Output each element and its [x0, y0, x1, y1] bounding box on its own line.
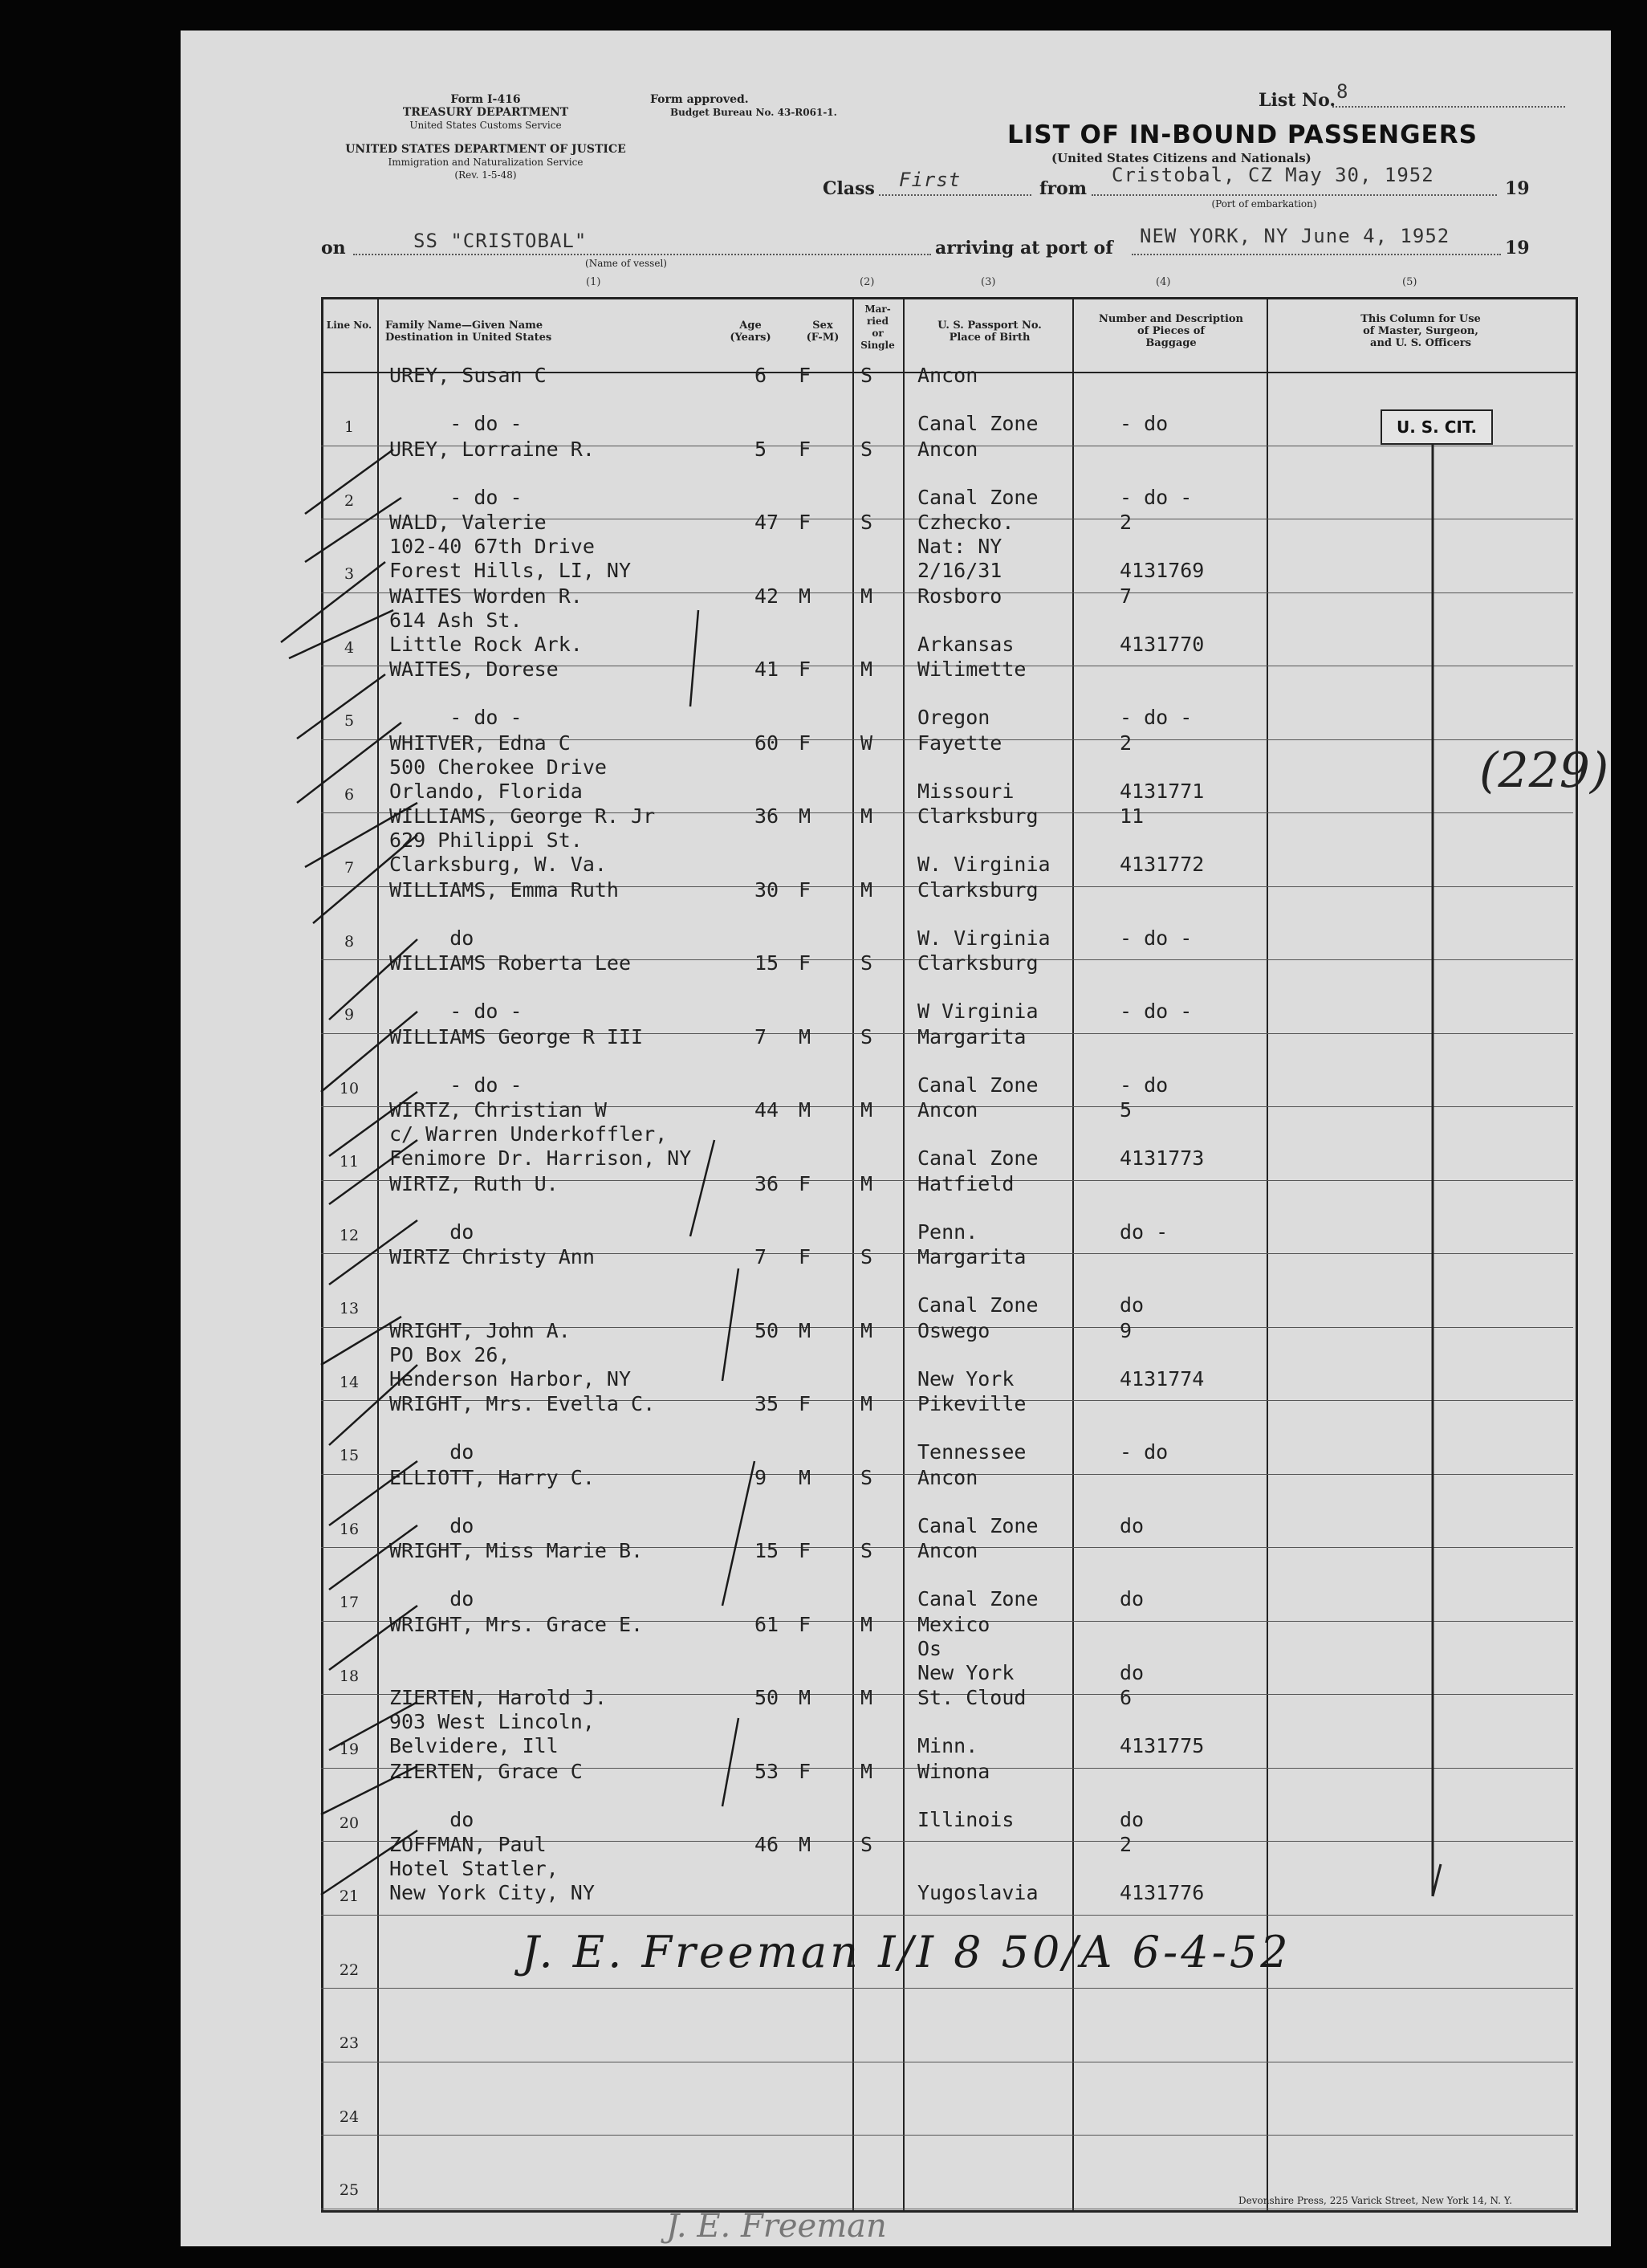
cell-name: WILLIAMS Roberta Lee - do -	[389, 951, 632, 1023]
cell-bag: - do -	[1120, 926, 1193, 950]
cell-sex: F	[799, 1539, 811, 1562]
cell-ms: S	[860, 1245, 873, 1268]
cell-age: 60	[754, 731, 779, 755]
cell-bag: do -	[1120, 1220, 1169, 1244]
cell-ms: M	[860, 877, 873, 902]
line-number: 5	[344, 712, 355, 730]
cell-name: WILLIAMS, George R. Jr 629 Philippi St. Clarksburg, W. Va.	[389, 804, 656, 876]
cell-ms: M	[860, 1759, 873, 1783]
cell-birth: Wilimette Oregon	[917, 658, 1027, 729]
line-number: 6	[344, 785, 355, 804]
vessel-name: SS "CRISTOBAL"	[413, 230, 588, 252]
cell-name: ELLIOTT, Harry C. do	[389, 1465, 595, 1537]
cell-sex: F	[799, 1612, 811, 1636]
cell-ms: M	[860, 584, 873, 608]
cell-name: WIRTZ, Ruth U. do	[389, 1171, 559, 1244]
col-header-age: Age (Years)	[730, 320, 771, 344]
line-number: 20	[339, 1814, 360, 1832]
cell-name: WRIGHT, Mrs. Grace E.	[389, 1612, 644, 1636]
cell-ms: M	[860, 1392, 873, 1415]
cell-age: 6	[754, 364, 767, 387]
cell-ms: S	[860, 951, 873, 975]
cell-name: WAITES Worden R. 614 Ash St. Little Rock Ark.	[389, 584, 583, 656]
cell-sex: M	[799, 1318, 811, 1342]
cell-age: 46	[754, 1833, 779, 1856]
cell-bag: do	[1120, 1293, 1145, 1317]
cell-birth: Ancon Canal Zone	[917, 1539, 1039, 1610]
class-value: First	[899, 169, 962, 191]
cell-birth: Mexico Os New York	[917, 1612, 1015, 1684]
cell-birth: Clarksburg W Virginia	[917, 951, 1039, 1023]
cell-birth: Ancon Canal Zone	[917, 364, 1039, 435]
col-number: (4)	[1156, 276, 1171, 288]
cell-bag: 2 4131769	[1120, 511, 1205, 582]
cell-birth: Margarita Canal Zone	[917, 1245, 1039, 1317]
cell-name: ZOFFMAN, Paul Hotel Statler, New York City, NY	[389, 1833, 595, 1904]
cell-bag: do	[1120, 1660, 1145, 1684]
col-number: (2)	[860, 276, 875, 288]
cell-bag: - do	[1120, 1440, 1169, 1464]
cell-age: 7	[754, 1245, 767, 1268]
cell-name: UREY, Susan C - do -	[389, 364, 547, 435]
cell-birth: Clarksburg W. Virginia	[917, 877, 1051, 950]
line-number: 13	[339, 1300, 360, 1317]
cell-birth: Clarksburg W. Virginia	[917, 804, 1051, 876]
cell-age: 61	[754, 1612, 779, 1636]
cell-bag: 5 4131773	[1120, 1098, 1205, 1170]
margin-note: (229)	[1479, 743, 1609, 799]
cell-sex: M	[799, 1833, 811, 1856]
cell-age: 15	[754, 951, 779, 975]
cell-ms: M	[860, 1686, 873, 1709]
cell-bag: 2 4131776	[1120, 1833, 1205, 1904]
cell-bag: 7 4131770	[1120, 584, 1205, 656]
cell-age: 9	[754, 1465, 767, 1489]
cell-birth: Ancon Canal Zone	[917, 1465, 1039, 1537]
cell-birth: Ancon Canal Zone	[917, 437, 1039, 509]
cell-name: ZIERTEN, Grace C do	[389, 1759, 583, 1831]
cell-sex: F	[799, 877, 811, 902]
cell-sex: M	[799, 804, 811, 828]
cell-age: 53	[754, 1759, 779, 1783]
bottom-signature: J. E. Freeman	[666, 2208, 887, 2245]
line-number: 21	[339, 1887, 360, 1905]
arriving-value: NEW YORK, NY June 4, 1952	[1140, 225, 1450, 247]
cell-ms: S	[860, 1024, 873, 1048]
cell-sex: M	[799, 1098, 811, 1122]
cell-birth: Yugoslavia	[917, 1881, 1039, 1904]
budget-label: Budget Bureau No. 43-R061-1.	[670, 107, 837, 118]
col-header-baggage: Number and Description of Pieces of Baggage	[1098, 313, 1244, 349]
cell-bag: - do -	[1120, 485, 1193, 509]
cell-age: 44	[754, 1098, 779, 1122]
ins-label: Immigration and Naturalization Service	[388, 157, 584, 168]
cell-age: 47	[754, 511, 779, 534]
cell-birth: Ancon Canal Zone	[917, 1098, 1039, 1170]
line-number: 4	[344, 638, 355, 657]
cell-birth: Hatfield Penn.	[917, 1171, 1015, 1244]
cell-birth: Oswego New York	[917, 1318, 1015, 1391]
col-header-passport: U. S. Passport No. Place of Birth	[937, 320, 1042, 344]
treasury-label: TREASURY DEPARTMENT	[402, 106, 569, 119]
approved-label: Form approved.	[650, 93, 749, 106]
from-label: from	[1039, 178, 1088, 199]
cell-age: 15	[754, 1539, 779, 1562]
cell-sex: F	[799, 1171, 811, 1195]
year-label-1: 19	[1505, 178, 1530, 199]
cell-ms: M	[860, 1318, 873, 1342]
cell-sex: F	[799, 951, 811, 975]
cell-sex: F	[799, 731, 811, 755]
cell-name: ZIERTEN, Harold J. 903 West Lincoln, Belvidere, Ill	[389, 1686, 607, 1757]
cell-age: 41	[754, 658, 779, 681]
col-header-official: This Column for Use of Master, Surgeon, and U. S. Officers	[1360, 313, 1481, 349]
cell-ms: W	[860, 731, 873, 755]
cell-bag: 2 4131771	[1120, 731, 1205, 803]
line-number: 16	[339, 1520, 360, 1538]
cell-age: 50	[754, 1318, 779, 1342]
cell-name: WIRTZ, Christian W c/ Warren Underkoffler, Fenimore Dr. Harrison, NY	[389, 1098, 692, 1170]
line-number: 11	[339, 1153, 360, 1171]
cell-birth: Rosboro Arkansas	[917, 584, 1015, 656]
cell-name: WAITES, Dorese - do -	[389, 658, 559, 729]
cell-age: 7	[754, 1024, 767, 1048]
cell-ms: S	[860, 1465, 873, 1489]
cell-birth: Fayette Missouri	[917, 731, 1015, 803]
vessel-caption: (Name of vessel)	[585, 258, 667, 269]
cell-sex: M	[799, 1686, 811, 1709]
cell-sex: F	[799, 437, 811, 461]
cell-age: 30	[754, 877, 779, 902]
printer-footer: Devonshire Press, 225 Varick Street, New York 14, N. Y.	[1238, 2195, 1513, 2206]
cell-sex: F	[799, 511, 811, 534]
line-number: 1	[344, 418, 355, 436]
cell-sex: M	[799, 1465, 811, 1489]
inspector-signature: J. E. Freeman I/I 8 50/A 6-4-52	[522, 1927, 1291, 1977]
cell-ms: M	[860, 804, 873, 828]
cell-birth: Margarita Canal Zone	[917, 1024, 1039, 1097]
col-header-name: Family Name—Given Name Destination in United States	[385, 320, 552, 344]
line-number: 14	[339, 1373, 360, 1391]
col-header-sex: Sex (F-M)	[806, 320, 840, 344]
cell-sex: F	[799, 658, 811, 681]
col-header-line: Line No.	[326, 320, 372, 331]
list-no-label: List No.	[1259, 90, 1336, 111]
cell-age: 42	[754, 584, 779, 608]
cell-name: UREY, Lorraine R. - do -	[389, 437, 595, 509]
rev-label: (Rev. 1-5-48)	[454, 169, 517, 181]
port-embarkation-caption: (Port of embarkation)	[1211, 198, 1317, 210]
line-number: 10	[339, 1079, 360, 1097]
cell-sex: M	[799, 584, 811, 608]
cell-ms: M	[860, 1612, 873, 1636]
cell-bag: 6 4131775	[1120, 1686, 1205, 1757]
cell-name: WRIGHT, Mrs. Evella C. do	[389, 1392, 656, 1464]
list-no-value: 8	[1336, 80, 1349, 103]
line-number: 3	[344, 565, 355, 583]
cell-ms: S	[860, 364, 873, 387]
cell-bag: do	[1120, 1513, 1145, 1537]
cell-name: WRIGHT, Miss Marie B. do	[389, 1539, 644, 1610]
cell-sex: M	[799, 1024, 811, 1048]
cell-bag: - do	[1120, 1073, 1169, 1097]
cell-ms: M	[860, 1171, 873, 1195]
arriving-label: arriving at port of	[935, 238, 1113, 259]
cell-birth: St. Cloud Minn.	[917, 1686, 1027, 1757]
cell-name: WRIGHT, John A. PO Box 26, Henderson Harbor, NY	[389, 1318, 632, 1391]
cell-bag: 9 4131774	[1120, 1318, 1205, 1391]
line-number: 2	[344, 491, 355, 510]
us-citizen-stamp: U. S. CIT.	[1381, 409, 1493, 445]
line-number: 24	[339, 2107, 360, 2126]
cell-age: 5	[754, 437, 767, 461]
line-number: 23	[339, 2034, 360, 2052]
col-number: (3)	[981, 276, 996, 288]
cell-bag: do	[1120, 1587, 1145, 1610]
cell-birth: Czhecko. Nat: NY 2/16/31	[917, 511, 1015, 582]
cell-ms: S	[860, 437, 873, 461]
class-label: Class	[823, 178, 875, 199]
cell-ms: S	[860, 1833, 873, 1856]
cell-ms: M	[860, 1098, 873, 1122]
cell-age: 50	[754, 1686, 779, 1709]
line-number: 19	[339, 1741, 360, 1758]
cell-sex: F	[799, 1759, 811, 1783]
cell-bag: - do -	[1120, 1000, 1193, 1023]
cell-sex: F	[799, 1245, 811, 1268]
line-number: 12	[339, 1226, 360, 1244]
col-number: (1)	[586, 276, 601, 288]
line-number: 15	[339, 1447, 360, 1464]
cell-name: WHITVER, Edna C 500 Cherokee Drive Orlando, Florida	[389, 731, 607, 803]
from-value: Cristobal, CZ May 30, 1952	[1112, 164, 1434, 186]
cell-birth: Pikeville Tennessee	[917, 1392, 1027, 1464]
form-number: Form I-416	[450, 93, 521, 106]
line-number: 9	[344, 1006, 355, 1024]
document-subtitle: (United States Citizens and Nationals)	[1051, 151, 1312, 165]
cell-age: 36	[754, 1171, 779, 1195]
cell-name: WIRTZ Christy Ann	[389, 1245, 595, 1268]
line-number: 8	[344, 932, 355, 951]
cell-sex: F	[799, 364, 811, 387]
cell-age: 35	[754, 1392, 779, 1415]
cell-age: 36	[754, 804, 779, 828]
col-header-married: Mar- ried or Single	[860, 303, 895, 351]
line-number: 17	[339, 1594, 360, 1611]
year-label-2: 19	[1505, 238, 1530, 259]
cell-bag: - do -	[1120, 706, 1193, 729]
line-number: 22	[339, 1961, 360, 1979]
line-number: 7	[344, 859, 355, 877]
line-number: 18	[339, 1667, 360, 1685]
document-title: LIST OF IN-BOUND PASSENGERS	[1007, 120, 1478, 149]
line-number: 25	[339, 2181, 360, 2199]
on-label: on	[321, 238, 346, 259]
cell-ms: S	[860, 511, 873, 534]
cell-bag: - do	[1120, 412, 1169, 435]
cell-bag: 11 4131772	[1120, 804, 1205, 876]
cell-birth: Winona Illinois	[917, 1759, 1015, 1831]
cell-bag: do	[1120, 1807, 1145, 1831]
col-number: (5)	[1402, 276, 1417, 288]
cell-name: WILLIAMS, Emma Ruth do	[389, 877, 619, 950]
cell-name: WILLIAMS George R III - do -	[389, 1024, 644, 1097]
justice-label: UNITED STATES DEPARTMENT OF JUSTICE	[345, 143, 626, 156]
cell-ms: M	[860, 658, 873, 681]
cell-sex: F	[799, 1392, 811, 1415]
customs-label: United States Customs Service	[409, 120, 562, 131]
cell-ms: S	[860, 1539, 873, 1562]
cell-name: WALD, Valerie 102-40 67th Drive Forest Hills, LI, NY	[389, 511, 632, 582]
